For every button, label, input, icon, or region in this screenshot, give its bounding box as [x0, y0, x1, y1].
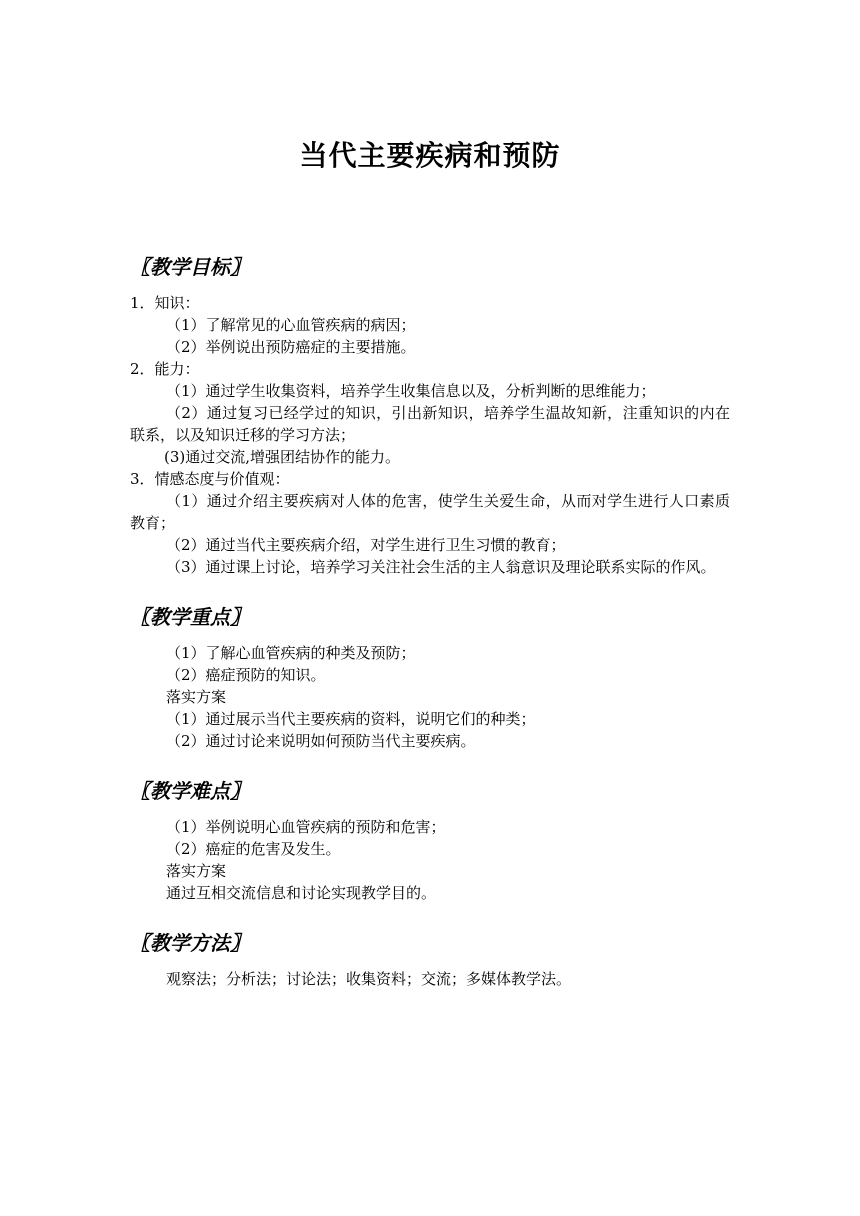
ability-label: 2．能力：: [130, 360, 200, 378]
list-item: (3)通过交流,增强团结协作的能力。: [164, 448, 401, 466]
section-heading: 〖教学难点〗: [130, 779, 250, 803]
plan-label: 落实方案: [166, 862, 227, 880]
document-body: [130, 252, 730, 1008]
section-heading: 〖教学目标〗: [130, 255, 250, 279]
list-item: （1）通过学生收集资料，培养学生收集信息以及，分析判断的思维能力；: [166, 382, 656, 400]
section-key-points: [130, 602, 730, 752]
section-heading: 〖教学方法〗: [130, 931, 250, 955]
section-methods: [130, 928, 730, 990]
list-item: （2）癌症预防的知识。: [166, 666, 326, 684]
list-item: （1）举例说明心血管疾病的预防和危害；: [166, 818, 446, 836]
methods-text: 观察法；分析法；讨论法；收集资料；交流；多媒体教学法。: [166, 970, 572, 988]
list-item: （1）通过展示当代主要疾病的资料，说明它们的种类；: [166, 710, 536, 728]
list-item: （2）通过讨论来说明如何预防当代主要疾病。: [166, 732, 476, 750]
plan-text: 通过互相交流信息和讨论实现教学目的。: [166, 884, 437, 902]
list-item: （2）通过当代主要疾病介绍，对学生进行卫生习惯的教育；: [166, 536, 566, 554]
list-item: （1）了解常见的心血管疾病的病因；: [166, 316, 416, 334]
knowledge-label: 1．知识：: [130, 294, 200, 312]
list-item: （2）举例说出预防癌症的主要措施。: [166, 338, 416, 356]
page-title: 当代主要疾病和预防: [299, 139, 561, 172]
plan-label: 落实方案: [166, 688, 227, 706]
attitude-label: 3．情感态度与价值观：: [130, 470, 290, 488]
list-item: （3）通过课上讨论，培养学习关注社会生活的主人翁意识及理论联系实际的作风。: [166, 558, 716, 576]
section-difficulties: [130, 776, 730, 904]
section-teaching-goals: [130, 252, 730, 578]
list-item: （1）通过介绍主要疾病对人体的危害，使学生关爱生命，从而对学生进行人口素质教育；: [130, 492, 730, 532]
list-item: （2）通过复习已经学过的知识，引出新知识，培养学生温故知新，注重知识的内在联系，以及知识迁移的学习方法；: [130, 404, 730, 444]
section-heading: 〖教学重点〗: [130, 605, 250, 629]
list-item: （2）癌症的危害及发生。: [166, 840, 341, 858]
list-item: （1）了解心血管疾病的种类及预防；: [166, 644, 416, 662]
